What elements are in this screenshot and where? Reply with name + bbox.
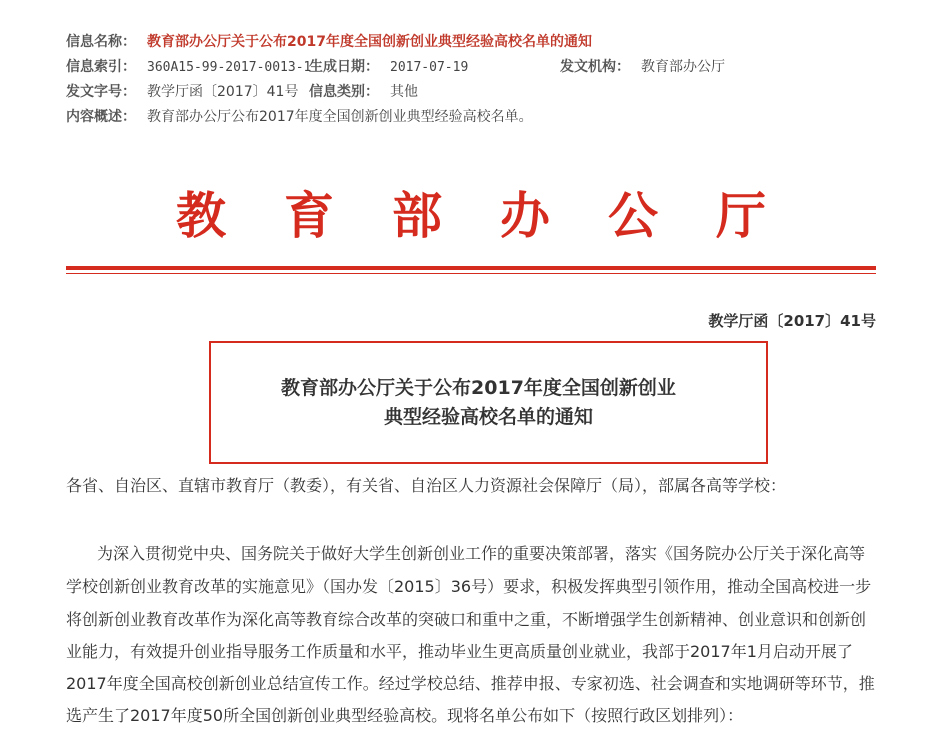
document-title-line-2: 典型经验高校名单的通知 <box>383 405 593 428</box>
meta-category-value: 其他 <box>390 84 418 100</box>
meta-issuer-value: 教育部办公厅 <box>641 59 725 75</box>
letterhead-rule-thick <box>66 266 876 270</box>
meta-docno-label: 发文字号： <box>66 84 136 100</box>
meta-summary-value: 教育部办公厅公布2017年度全国创新创业典型经验高校名单。 <box>147 109 533 125</box>
body-line: 业能力，有效提升创业指导服务工作质量和水平，推动毕业生更高质量创业就业，我部于2017年1月启动开展了 <box>66 642 853 661</box>
meta-index-label: 信息索引： <box>66 59 136 75</box>
meta-date-value: 2017-07-19 <box>390 60 469 75</box>
body-line: 2017年度全国高校创新创业总结宣传工作。经过学校总结、推荐申报、专家初选、社会调查和实地调研等环节，推 <box>66 674 875 693</box>
meta-date-label: 生成日期： <box>309 59 379 75</box>
body-line: 选产生了2017年度50所全国创新创业典型经验高校。现将名单公布如下（按照行政区划排列）： <box>66 706 744 725</box>
meta-category-label: 信息类别： <box>309 84 379 100</box>
meta-name-label: 信息名称： <box>66 34 136 50</box>
body-line: 将创新创业教育改革作为深化高等教育综合改革的突破口和重中之重，不断增强学生创新精神、创业意识和创新创 <box>66 610 867 629</box>
meta-name-value: 教育部办公厅关于公布2017年度全国创新创业典型经验高校名单的通知 <box>147 34 592 50</box>
meta-summary-label: 内容概述： <box>66 109 136 125</box>
body-line: 学校创新创业教育改革的实施意见》（国办发〔2015〕36号）要求，积极发挥典型引领作用，推动全国高校进一步 <box>66 577 872 596</box>
letterhead-rule-thin <box>66 273 876 274</box>
meta-issuer-label: 发文机构： <box>560 59 630 75</box>
meta-docno-value: 教学厅函〔2017〕41号 <box>147 84 299 100</box>
salutation: 各省、自治区、直辖市教育厅（教委），有关省、自治区人力资源社会保障厅（局），部属各高等学校： <box>66 476 787 495</box>
document-title-box <box>209 341 768 464</box>
body-line: 为深入贯彻党中央、国务院关于做好大学生创新创业工作的重要决策部署，落实《国务院办公厅关于深化高等 <box>97 544 866 563</box>
document-number: 教学厅函〔2017〕41号 <box>708 312 876 330</box>
document-title-line-1: 教育部办公厅关于公布2017年度全国创新创业 <box>281 376 676 399</box>
meta-index-value: 360A15-99-2017-0013-1 <box>147 60 312 75</box>
letterhead-agency-name: 教育部办公厅 <box>176 186 824 245</box>
